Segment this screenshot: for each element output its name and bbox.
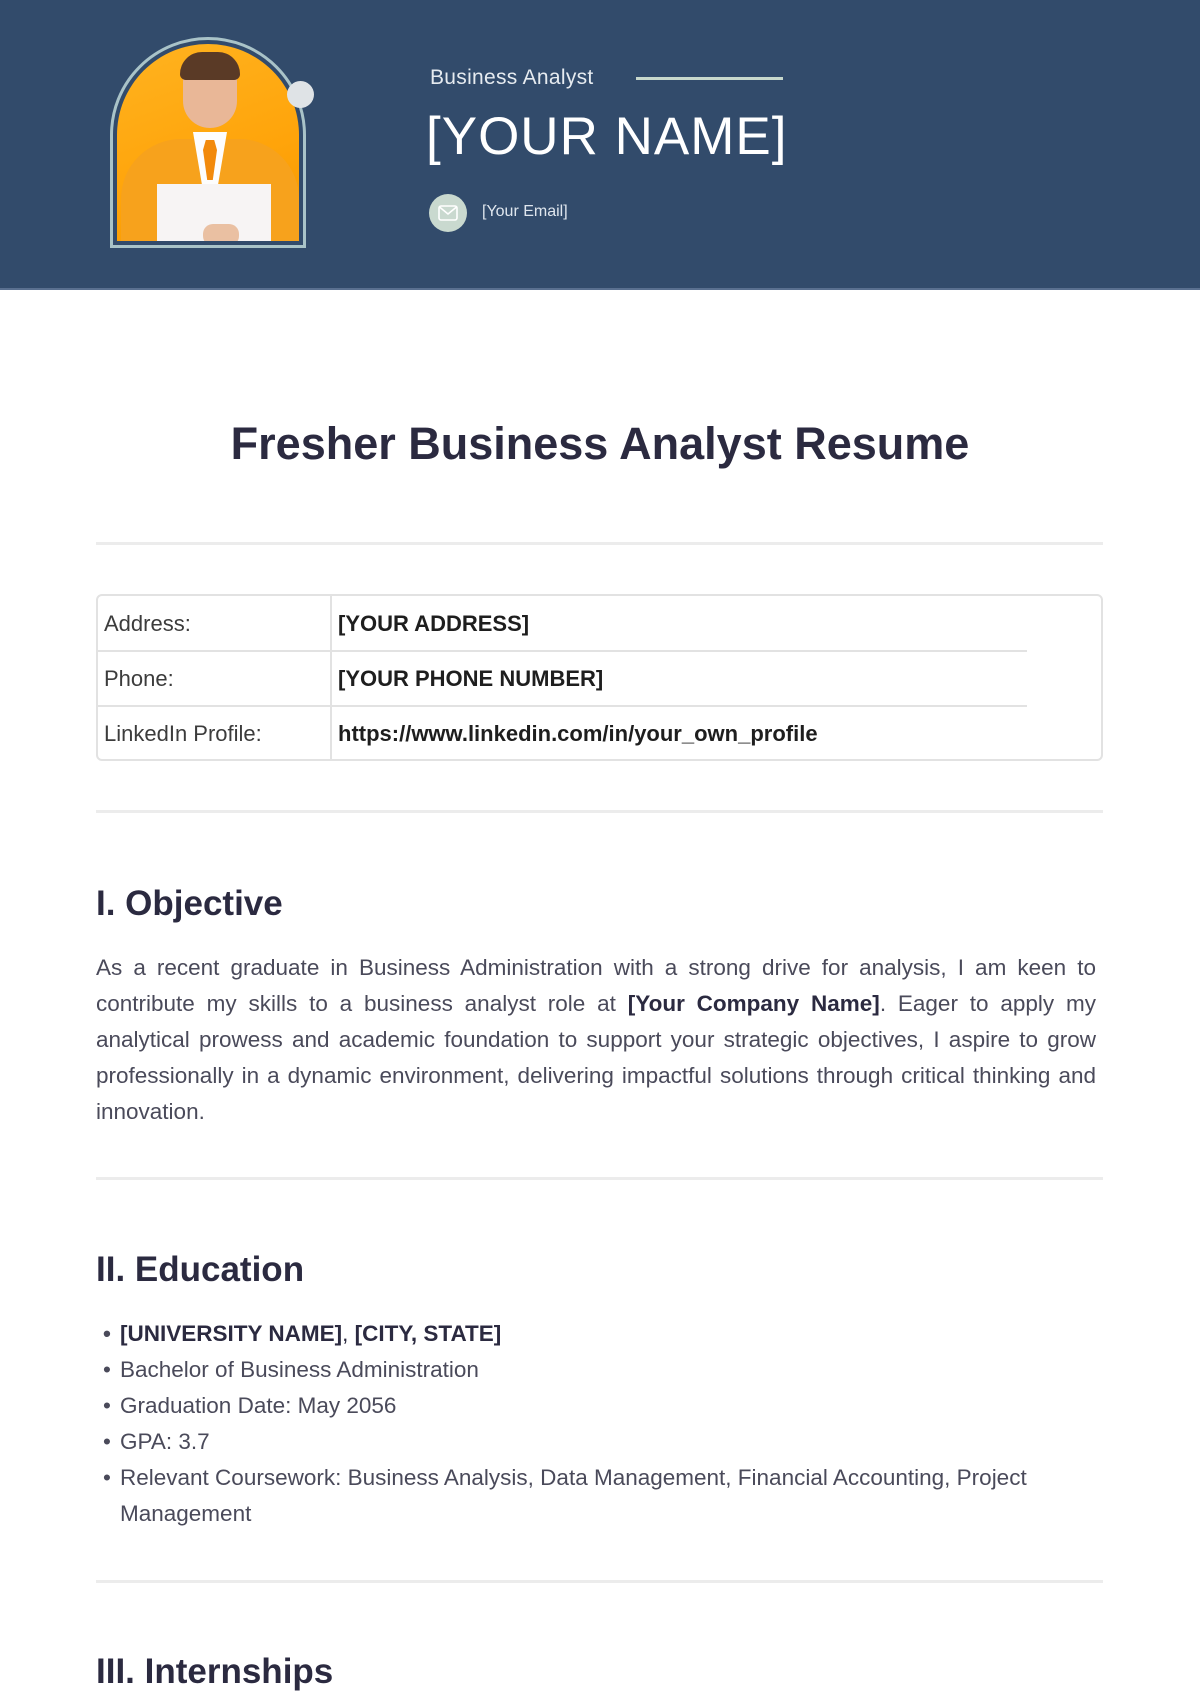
education-list bbox=[103, 1316, 1103, 1532]
section-heading-internships: III. Internships bbox=[96, 1652, 334, 1691]
envelope-icon bbox=[429, 194, 467, 232]
company-name-placeholder: [Your Company Name] bbox=[627, 991, 880, 1016]
photo-hand bbox=[203, 224, 239, 241]
resume-header bbox=[0, 0, 1200, 290]
linkedin-link[interactable]: https://www.linkedin.com/in/your_own_profile bbox=[338, 721, 818, 746]
table-row bbox=[98, 596, 1101, 651]
list-item: • GPA: 3.7 bbox=[103, 1424, 1103, 1460]
university-name: [UNIVERSITY NAME] bbox=[120, 1321, 343, 1346]
objective-text: As a recent graduate in Business Administration with a strong drive for analysis, I am keen to contribute my skills to a business analyst role at bbox=[96, 955, 1096, 1016]
objective-text: . Eager to apply my analytical prowess and academic foundation to support your strategic objectives, I aspire to grow professionally in a dynamic environment, delivering impactful solutions through critical thinking and innovation. bbox=[96, 991, 1097, 1124]
photo-hair bbox=[180, 52, 240, 80]
list-item bbox=[103, 1316, 1103, 1352]
accent-line bbox=[636, 77, 783, 80]
address-value: [YOUR ADDRESS] bbox=[338, 611, 530, 636]
objective-paragraph bbox=[96, 950, 1096, 1130]
profile-photo-frame bbox=[110, 37, 306, 248]
page-title: Fresher Business Analyst Resume bbox=[230, 418, 970, 469]
university-location: [CITY, STATE] bbox=[354, 1321, 502, 1346]
email-text: [Your Email] bbox=[482, 203, 568, 220]
phone-value: [YOUR PHONE NUMBER] bbox=[338, 666, 604, 691]
divider bbox=[96, 542, 1103, 545]
table-row bbox=[98, 706, 1101, 761]
decorative-dot bbox=[287, 81, 314, 108]
job-title: Business Analyst bbox=[430, 66, 594, 89]
linkedin-label: LinkedIn Profile: bbox=[104, 721, 262, 746]
address-label: Address: bbox=[104, 611, 191, 636]
divider bbox=[96, 1580, 1103, 1583]
list-item: • Graduation Date: May 2056 bbox=[103, 1388, 1103, 1424]
section-heading-objective: I. Objective bbox=[96, 884, 283, 923]
candidate-name: [YOUR NAME] bbox=[426, 107, 788, 166]
divider bbox=[96, 810, 1103, 813]
separator: , bbox=[342, 1321, 355, 1346]
divider bbox=[96, 1177, 1103, 1180]
phone-label: Phone: bbox=[104, 666, 174, 691]
table-row bbox=[98, 651, 1101, 706]
list-item: • Relevant Coursework: Business Analysis, Data Management, Financial Accounting, Project Management bbox=[103, 1460, 1063, 1532]
contact-table bbox=[96, 594, 1103, 761]
profile-photo bbox=[117, 44, 299, 241]
list-item: • Bachelor of Business Administration bbox=[103, 1352, 1103, 1388]
section-heading-education: II. Education bbox=[96, 1250, 305, 1289]
